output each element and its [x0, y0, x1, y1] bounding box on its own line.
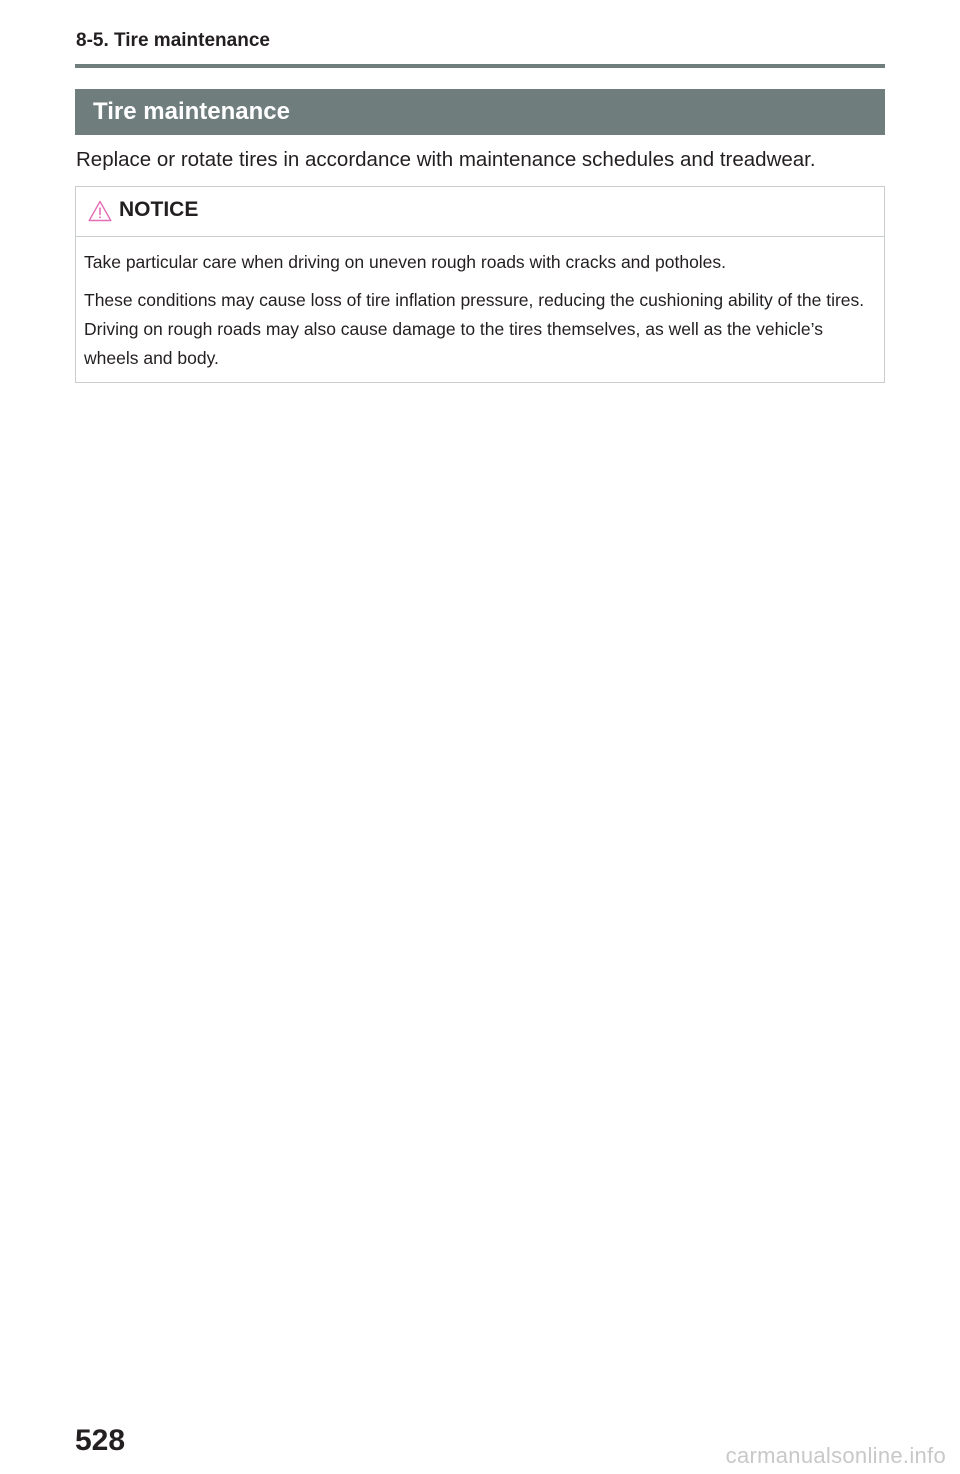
intro-paragraph: Replace or rotate tires in accordance with maintenance schedules and treadwear. — [76, 148, 816, 171]
watermark: carmanualsonline.info — [725, 1443, 946, 1468]
notice-paragraph: Take particular care when driving on uneven rough roads with cracks and potholes. — [84, 252, 727, 272]
section-title: Tire maintenance — [93, 98, 290, 125]
section-header-bar — [75, 89, 885, 135]
warning-triangle-icon — [88, 200, 112, 222]
header-rule — [75, 64, 885, 68]
notice-box — [75, 186, 885, 383]
notice-paragraph: These conditions may cause loss of tire inflation pressure, reducing the cushioning ability of the tires. Driving on rough roads may also cause damage to the tires themselves, as well as the vehicle’s wheels and body. — [84, 290, 865, 368]
notice-title: NOTICE — [119, 198, 199, 221]
running-head: 8-5. Tire maintenance — [76, 30, 270, 51]
notice-header — [76, 187, 884, 237]
page-number: 528 — [75, 1424, 126, 1457]
notice-body — [84, 248, 874, 382]
